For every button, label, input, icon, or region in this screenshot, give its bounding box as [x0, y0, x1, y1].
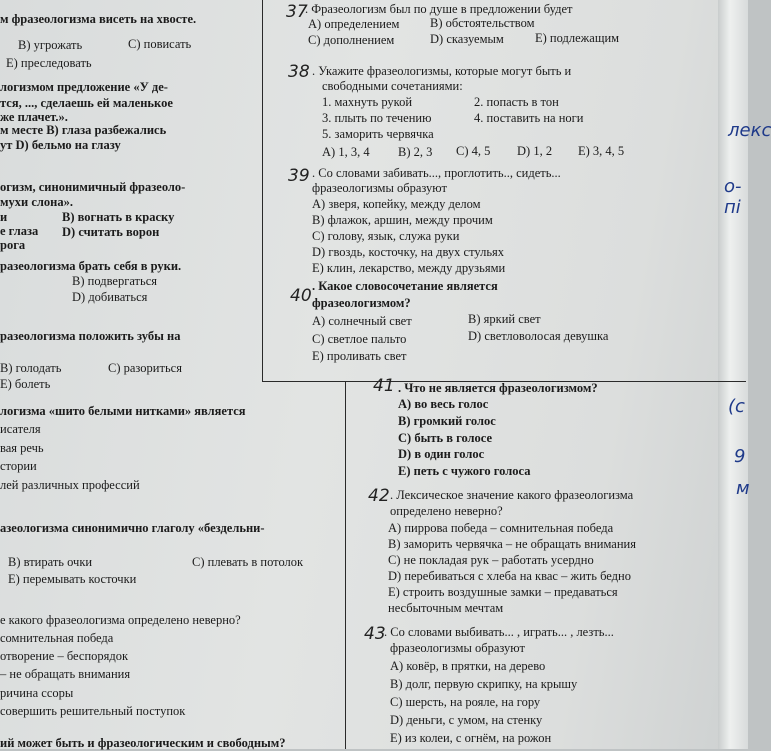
text-line: С) 4, 5: [456, 144, 491, 158]
next-page-edge: [718, 0, 748, 749]
text-line: же плачет.».: [0, 110, 68, 124]
text-line: А) солнечный свет: [312, 314, 412, 328]
handwritten-note: (с: [728, 396, 745, 417]
handwritten-note: о-пі: [724, 176, 742, 218]
text-line: ий может быть и фразеологическим и свободным?: [0, 736, 286, 750]
text-line: Е) клин, лекарство, между друзьями: [312, 261, 506, 275]
text-line: логизмом предложение «У де-: [0, 80, 168, 94]
text-line: D) в один голос: [398, 447, 485, 461]
text-line: стории: [0, 459, 37, 473]
text-line: С) дополнением: [308, 33, 395, 47]
text-line: В) обстоятельством: [430, 16, 535, 30]
text-line: отворение – беспорядок: [0, 649, 129, 663]
text-line: Е) строить воздушные замки – предаваться: [388, 585, 618, 599]
text-line: е глаза: [0, 224, 39, 238]
text-line: Е) подлежащим: [535, 31, 620, 45]
text-line: совершить решительный поступок: [0, 704, 186, 718]
text-line: А) пиррова победа – сомнительная победа: [388, 521, 614, 535]
text-line: С) светлое пальто: [312, 332, 407, 346]
handwritten-note: 9: [734, 446, 746, 467]
text-line: D) 1, 2: [517, 144, 553, 158]
text-line: рога: [0, 238, 26, 252]
text-line: А) 1, 3, 4: [322, 145, 370, 159]
text-line: тся, ..., сделаешь ей маленькое: [0, 96, 173, 110]
question-number: 41: [373, 376, 395, 396]
text-line: D) считать ворон: [62, 225, 160, 239]
text-line: несбыточным мечтам: [388, 601, 504, 615]
text-line: 2. попасть в тон: [474, 95, 559, 109]
text-line: сомнительная победа: [0, 631, 114, 645]
handwritten-note: лекс: [728, 120, 771, 141]
question-number: 42: [368, 486, 390, 506]
text-line: С) плевать в потолок: [192, 555, 304, 569]
text-line: Е) проливать свет: [312, 349, 407, 363]
text-line: 1. махнуть рукой: [322, 95, 413, 109]
text-line: ут D) бельмо на глазу: [0, 138, 121, 152]
text-line: . Лексическое значение какого фразеологизма: [390, 488, 634, 502]
handwritten-note: м: [736, 478, 750, 499]
text-line: Е) болеть: [0, 377, 51, 391]
text-line: . Фразеологизм был по душе в предложении будет: [305, 2, 573, 16]
text-line: лей различных профессий: [0, 478, 140, 492]
text-line: А) во весь голос: [398, 397, 489, 411]
text-line: А) зверя, копейку, между делом: [312, 197, 481, 211]
text-line: С) шерсть, на рояле, на гору: [390, 695, 541, 709]
text-line: фразеологизмы образуют: [390, 641, 525, 655]
text-line: ричина ссоры: [0, 686, 74, 700]
question-number: 37: [286, 2, 308, 22]
text-line: исателя: [0, 422, 41, 436]
text-line: м фразеологизма висеть на хвосте.: [0, 12, 197, 26]
text-line: D) добиваться: [72, 290, 148, 304]
text-line: – не обращать внимания: [0, 667, 131, 681]
text-line: С) разориться: [108, 361, 182, 375]
text-line: разеологизма положить зубы на: [0, 329, 181, 343]
question-number: 40: [290, 286, 312, 306]
text-line: В) втирать очки: [8, 555, 93, 569]
text-line: мухи слона».: [0, 195, 73, 209]
text-line: В) флажок, аршин, между прочим: [312, 213, 493, 227]
text-line: А) ковёр, в прятки, на дерево: [390, 659, 546, 673]
text-line: е какого фразеологизма определено неверно?: [0, 613, 241, 627]
text-line: С) быть в голосе: [398, 431, 493, 445]
text-line: D) деньги, с умом, на стенку: [390, 713, 543, 727]
text-line: D) светловолосая девушка: [468, 329, 609, 343]
text-line: В) вогнать в краску: [62, 210, 175, 224]
text-line: огизм, синонимичный фразеоло-: [0, 180, 186, 194]
text-line: фразеологизмы образуют: [312, 181, 447, 195]
text-line: Е) 3, 4, 5: [578, 144, 625, 158]
text-line: С) не покладая рук – работать усердно: [388, 553, 594, 567]
question-number: 38: [288, 62, 310, 82]
text-line: логизма «шито белыми нитками» является: [0, 404, 246, 418]
text-line: определено неверно?: [390, 504, 503, 518]
text-line: 3. плыть по течению: [322, 111, 432, 125]
text-line: 4. поставить на ноги: [474, 111, 584, 125]
question-number: 39: [288, 166, 310, 186]
text-line: вая речь: [0, 441, 44, 455]
text-line: азеологизма синонимично глаголу «бездельни-: [0, 521, 265, 535]
text-line: D) сказуемым: [430, 32, 504, 46]
text-line: D) гвоздь, косточку, на двух стульях: [312, 245, 505, 259]
text-line: Е) преследовать: [6, 56, 92, 70]
text-line: и: [0, 210, 8, 224]
text-line: В) заморить червячка – не обращать внимания: [388, 537, 636, 551]
text-line: . Со словами выбивать... , играть... , лезть...: [384, 625, 614, 639]
text-line: Е) перемывать косточки: [8, 572, 137, 586]
text-line: D) перебиваться с хлеба на квас – жить бедно: [388, 569, 631, 583]
text-line: С) повисать: [128, 37, 192, 51]
text-line: В) 2, 3: [398, 145, 433, 159]
text-line: . Укажите фразеологизмы, которые могут быть и: [312, 64, 572, 78]
text-line: 5. заморить червячка: [322, 127, 434, 141]
text-line: В) долг, первую скрипку, на крышу: [390, 677, 578, 691]
text-line: . Что не является фразеологизмом?: [398, 381, 598, 395]
text-line: А) определением: [308, 17, 400, 31]
text-line: Е) петь с чужого голоса: [398, 464, 531, 478]
text-line: . Какое словосочетание является: [312, 279, 498, 293]
text-line: В) громкий голос: [398, 414, 496, 428]
text-line: В) подвергаться: [72, 274, 158, 288]
text-line: В) яркий свет: [468, 312, 541, 326]
text-line: фразеологизмом?: [312, 296, 411, 310]
text-line: м месте В) глаза разбежались: [0, 123, 167, 137]
text-line: . Со словами забивать..., проглотить.., сидеть...: [312, 166, 561, 180]
text-line: разеологизма брать себя в руки.: [0, 259, 182, 273]
text-line: В) голодать: [0, 361, 62, 375]
text-line: С) голову, язык, служа руки: [312, 229, 460, 243]
text-line: Е) из колеи, с огнём, на рожон: [390, 731, 552, 745]
question-number: 43: [364, 624, 386, 644]
column-divider-bottom: [345, 382, 346, 749]
text-line: В) угрожать: [18, 38, 83, 52]
text-line: свободными сочетаниями:: [322, 79, 463, 93]
column-divider-top: [262, 0, 263, 382]
